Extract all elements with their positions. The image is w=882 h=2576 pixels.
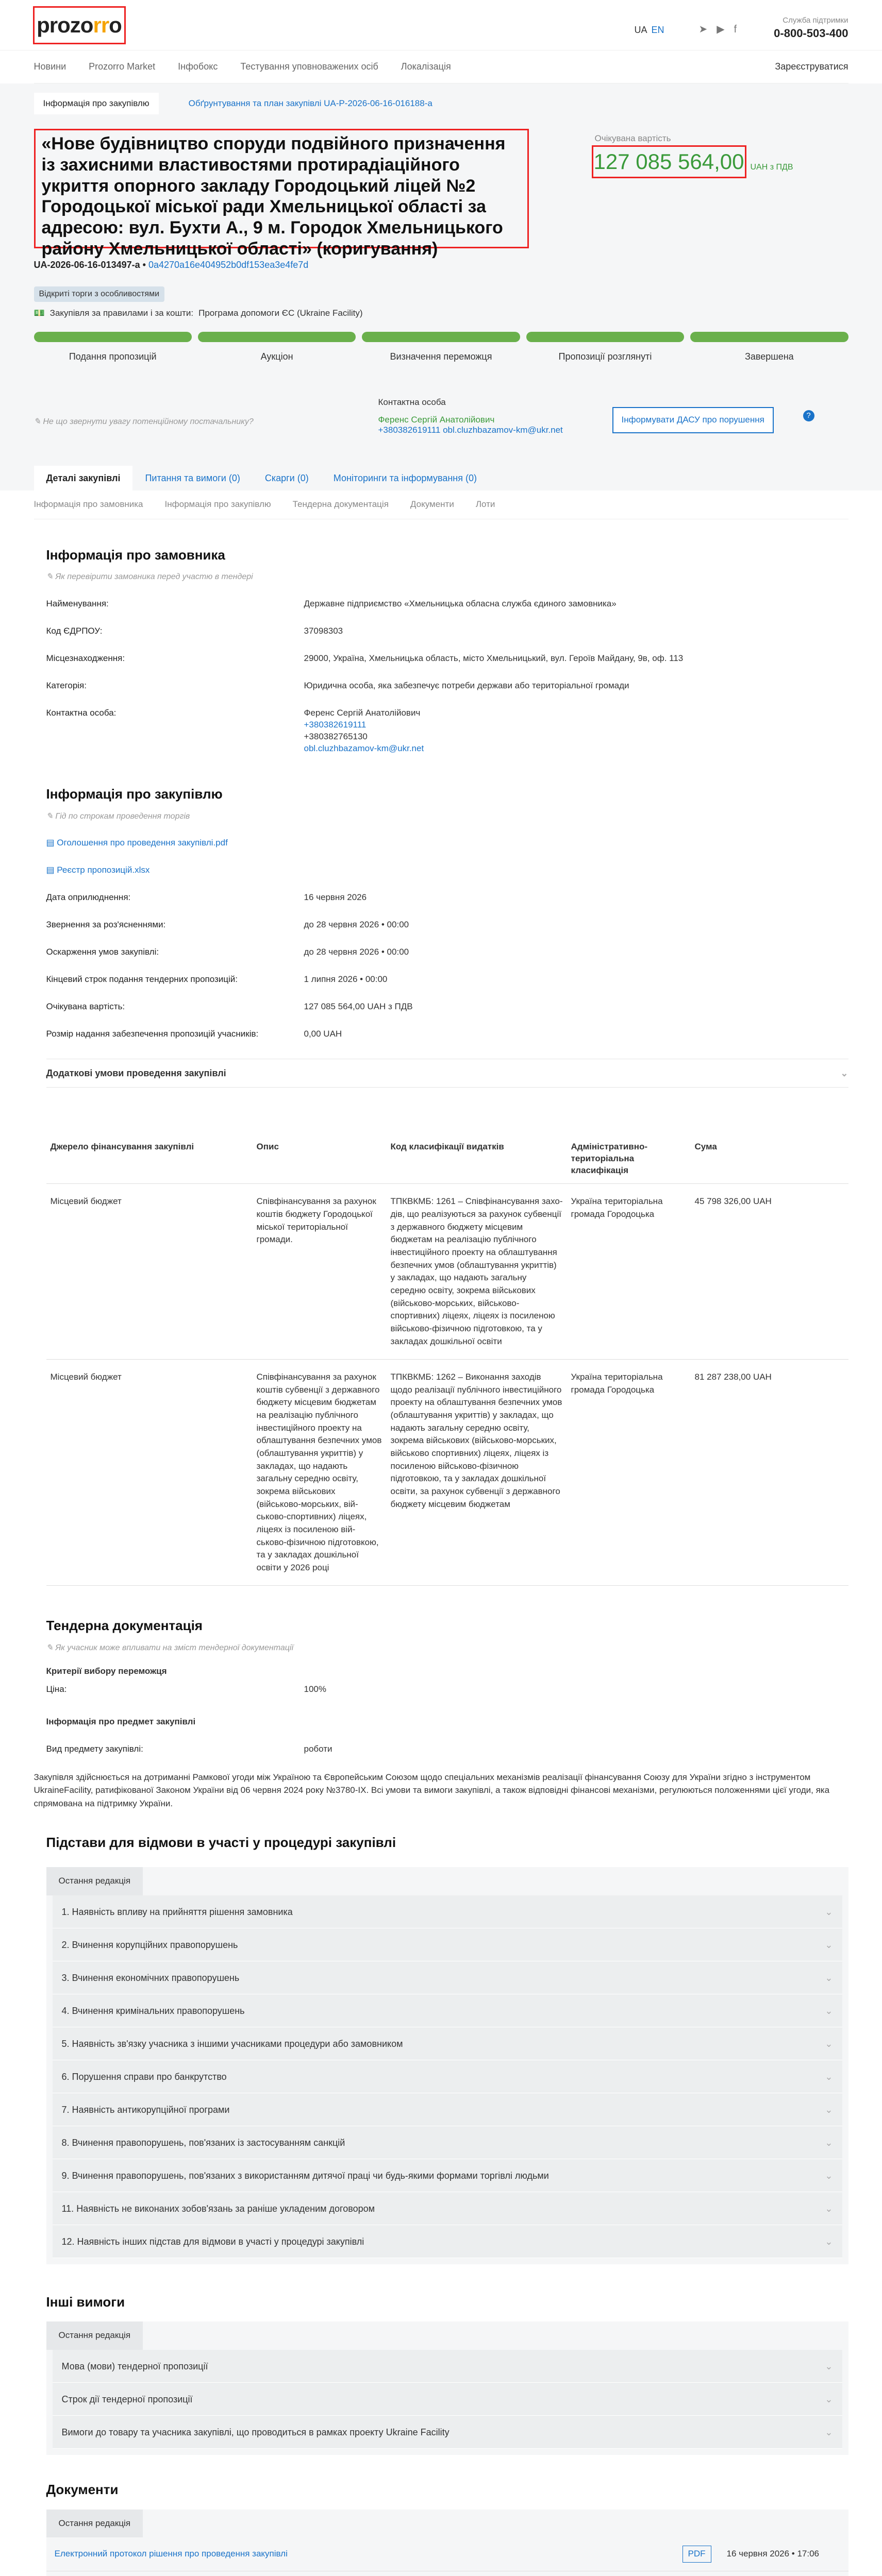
refusal-item-label: 1. Наявність впливу на прийняття рішення замовника: [61, 1906, 293, 1917]
refusal-item[interactable]: [53, 2192, 842, 2225]
announcement-doc-name: Оголошення про проведення закупівлі.pdf: [57, 838, 228, 848]
tender-doc-title: Тендерна документація: [46, 1618, 203, 1634]
support-label: Служба підтримки: [783, 16, 848, 25]
column-header: Джерело фінансування закупівлі: [46, 1134, 253, 1184]
logo-text-end: o: [109, 12, 122, 37]
customer-title: Інформація про замовника: [46, 547, 225, 563]
expected-price: 127 085 564,00: [592, 145, 746, 178]
procurement-row: [46, 946, 848, 958]
subtab-procurement[interactable]: Інформація про закупівлю: [164, 499, 271, 510]
refusal-item[interactable]: [53, 2093, 842, 2126]
tender-doc-section: [34, 1617, 848, 1755]
stage-label: Визначення переможця: [390, 351, 492, 362]
document-date: 16 червня 2026 • 17:06: [726, 2549, 820, 2559]
chevron-down-icon: ⌄: [825, 1906, 833, 1917]
extra-conditions-accordion[interactable]: [46, 1059, 848, 1088]
field-label: Найменування:: [46, 598, 109, 608]
requirement-item[interactable]: [53, 2350, 842, 2383]
stage-winner: [362, 332, 520, 363]
tender-doc-note[interactable]: ✎ Як учасник може впливати на зміст тендерної документації: [46, 1643, 294, 1652]
field-label: Оскарження умов закупівлі:: [46, 946, 159, 957]
funding-code: ТПКВКМБ: 1261 – Співфінансування заходів, що реалізуються за рахунок субвенції з державного бюджету місцевим бюджетам на реалізацію публічного інвестиційного проекту на облаштування безпечних умов (облаштування укриттів) у закладах, що надають загальну середню освіту, зокрема військових (військово-морських, військово-спортивних) ліцеях, ліцеях із посиленою військово-фізичною підготовкою, та у закладах дошкільної освіти: [387, 1184, 567, 1360]
documents-title: Документи: [46, 2482, 119, 2498]
refusal-item-label: 11. Наявність не виконаних зобов'язань за раніше укладеним договором: [61, 2203, 375, 2214]
table-row: [46, 1184, 848, 1360]
contact-name: Ференс Сергій Анатолійович: [378, 415, 495, 425]
funding-source: Місцевий бюджет: [46, 1360, 253, 1586]
subtab-tender-docs[interactable]: Тендерна документація: [292, 499, 389, 510]
field-label: Ціна:: [46, 1684, 67, 1694]
documents-section: [34, 2481, 848, 2576]
requirement-item[interactable]: [53, 2416, 842, 2449]
requirement-label: Вимоги до товару та учасника закупівлі, що проводиться в рамках проекту Ukraine Facility: [61, 2427, 450, 2437]
chevron-down-icon: ⌄: [825, 2038, 833, 2049]
field-label: Місцезнаходження:: [46, 653, 125, 663]
revision-tab[interactable]: Остання редакція: [46, 2321, 143, 2350]
nav-news[interactable]: Новини: [34, 61, 66, 72]
contact-person: Ференс Сергій Анатолійович: [304, 707, 421, 718]
prozorro-logo[interactable]: [33, 6, 126, 44]
nav-localization[interactable]: Локалізація: [401, 61, 451, 72]
field-label: Контактна особа:: [46, 707, 117, 718]
chevron-down-icon: ⌄: [825, 2071, 833, 2082]
tender-doc-note-text: Як учасник може впливати на зміст тендерної документації: [55, 1643, 294, 1652]
section-subtabs: [34, 490, 848, 519]
contact-panel: [34, 363, 848, 466]
stage-label: Аукціон: [260, 351, 293, 362]
funding-sum: 81 287 238,00 UAH: [691, 1360, 848, 1586]
procurement-row: [46, 892, 848, 904]
stage-auction: [198, 332, 356, 363]
procurement-row: [46, 1001, 848, 1013]
revision-tab[interactable]: Остання редакція: [46, 1867, 143, 1895]
refusal-group: [46, 1867, 848, 2264]
funding-header-row: [46, 1134, 848, 1184]
price-label: Очікувана вартість: [594, 133, 671, 143]
pdf-button[interactable]: PDF: [683, 2546, 711, 2563]
stage-label: Подання пропозицій: [69, 351, 157, 362]
chevron-down-icon: ⌄: [825, 2104, 833, 2115]
logo-accent: rr: [93, 12, 109, 37]
requirement-label: Мова (мови) тендерної пропозиції: [61, 2361, 208, 2371]
tender-hash-link[interactable]: 0a4270a16e404952b0df153ea3e4fe7d: [148, 260, 309, 270]
logo-text: prozo: [37, 12, 93, 37]
procurement-note[interactable]: ✎ Гід по строкам проведення торгів: [46, 811, 190, 821]
field-value: Державне підприємство «Хмельницька обласна служба єдиного замовника»: [304, 598, 617, 608]
chevron-down-icon: ⌄: [825, 2203, 833, 2214]
customer-section: [34, 546, 848, 754]
tender-ids: UA-2026-06-16-013497-a • 0a4270a16e404952b0df153ea3e4fe7d: [34, 260, 309, 270]
field-value: Юридична особа, яка забезпечує потреби держави або територіальної громади: [304, 680, 629, 690]
refusal-item-label: 3. Вчинення економічних правопорушень: [61, 1972, 240, 1983]
funding-section: [34, 1134, 848, 1586]
stage-bar: [362, 332, 520, 342]
funding-code: ТПКВКМБ: 1262 – Виконання заходів щодо реалізації публічного інвестиційного проекту на облаштування безпечних умов (облаштування укриттів) у закладах, що надають загальну середню освіту, зокрема військових (військово-морських, військово спортивних) ліцеях, ліцеях із посиленою військово-фізичною підготовкою, та у закладах дошкільної освіти, за рахунок субвенції з державного бюджету місцевим бюджетам: [387, 1360, 567, 1586]
fund-label: Закупівля за правилами і за кошти:: [49, 308, 194, 318]
field-label: Вид предмету закупівлі:: [46, 1743, 143, 1754]
refusal-item-label: 8. Вчинення правопорушень, пов'язаних із застосуванням санкцій: [61, 2137, 345, 2148]
refusal-item[interactable]: [53, 1994, 842, 2027]
contact-phone[interactable]: +380382619111 obl.cluzhbazamov-km@ukr.net: [378, 425, 563, 435]
table-row: [46, 1360, 848, 1586]
funding-admin: Україна територіальна громада Городоцька: [567, 1184, 691, 1360]
field-label: Очікувана вартість:: [46, 1001, 125, 1011]
procedure-badge: Відкриті торги з особливостями: [34, 286, 165, 302]
refusal-item[interactable]: [53, 2027, 842, 2060]
field-label: Розмір надання забезпечення пропозицій учасників:: [46, 1028, 259, 1039]
ukraine-facility-note: Закупівля здійснюється на дотриманні Рамкової угоди між Україною та Європейським Союзом щодо спеціальних механізмів реалізації фінансування Союзу для України згідно з інструментом UkraineFacility, ратифікованої Законом України від 06 червня 2024 року №3780-IX. Всі умови та вимоги закупівлі, а також відповідні фінансові механізми, регулюються положеннями цієї угоди, яка спрямована на підтримку України.: [34, 1772, 830, 1808]
funding-table: [46, 1134, 848, 1586]
field-value: роботи: [304, 1743, 332, 1754]
field-label: Категорія:: [46, 680, 87, 690]
field-label: Кінцевий строк подання тендерних пропозицій:: [46, 974, 238, 984]
nav-testing[interactable]: Тестування уповноважених осіб: [240, 61, 378, 72]
registry-doc-link[interactable]: [46, 865, 848, 876]
chevron-down-icon: ⌄: [825, 2394, 833, 2404]
money-icon: 💵: [34, 308, 45, 318]
register-link[interactable]: Зареєструватися: [775, 61, 848, 72]
tab-details[interactable]: Деталі закупівлі: [34, 466, 133, 490]
stage-bar: [690, 332, 848, 342]
field-value: до 28 червня 2026 • 00:00: [304, 919, 409, 929]
other-requirements-section: [34, 2293, 848, 2455]
field-value: 29000, Україна, Хмельницька область, місто Хмельницький, вул. Героїв Майдану, 9в, оф. 113: [304, 653, 684, 663]
field-value: 16 червня 2026: [304, 892, 367, 903]
procurement-row: [46, 1028, 848, 1040]
column-header: Код класифікації видатків: [387, 1134, 567, 1184]
facebook-icon[interactable]: f: [734, 24, 737, 35]
criteria-title: Критерії вибору переможця: [46, 1666, 167, 1676]
stage-label: Завершена: [744, 351, 794, 362]
criteria-row: [46, 1684, 848, 1696]
stage-complete: [690, 332, 848, 363]
breadcrumb-current[interactable]: Інформація про закупівлю: [34, 93, 159, 115]
refusal-item-label: 7. Наявність антикорупційної програми: [61, 2104, 230, 2115]
field-value: 127 085 564,00 UAH з ПДВ: [304, 1001, 413, 1011]
procurement-title: Інформація про закупівлю: [46, 786, 223, 802]
stage-label: Пропозиції розглянуті: [558, 351, 652, 362]
funding-sum: 45 798 326,00 UAH: [691, 1184, 848, 1360]
breadcrumb: [34, 83, 848, 124]
chevron-down-icon: ⌄: [825, 2361, 833, 2371]
documents-group: [46, 2510, 848, 2576]
nav-infobox[interactable]: Інфобокс: [178, 61, 218, 72]
subtab-documents[interactable]: Документи: [410, 499, 454, 510]
field-value: 1 липня 2026 • 00:00: [304, 974, 388, 984]
refusal-item[interactable]: [53, 1928, 842, 1961]
main-nav: [34, 50, 848, 83]
refusal-section: [34, 1834, 848, 2264]
refusal-item-label: 2. Вчинення корупційних правопорушень: [61, 1939, 238, 1950]
telegram-icon[interactable]: ➤: [698, 24, 708, 35]
refusal-item-label: 9. Вчинення правопорушень, пов'язаних з використанням дитячої праці чи будь-якими формами торгівлі людьми: [61, 2170, 549, 2181]
refusal-item-label: 5. Наявність зв'язку учасника з іншими учасниками процедури або замовником: [61, 2038, 403, 2049]
chevron-down-icon: ⌄: [825, 2005, 833, 2016]
price-unit: UAH з ПДВ: [750, 163, 793, 172]
column-header: Сума: [691, 1134, 848, 1184]
announcement-doc-link[interactable]: [46, 837, 848, 849]
extra-conditions-label: Додаткові умови проведення закупівлі: [46, 1067, 226, 1078]
subject-title: Інформація про предмет закупівлі: [46, 1716, 196, 1726]
funding-description: Співфінансування за рахунок коштів субвенції з державного бюджету місцевим бюджетам на реалізацію публічного інвестиційного проекту на облаштування безпечних умов (облаштування укриттів) у закладах, що надають загальну середню освіту, зокрема військових (військово-морських, військово-спортивних) ліцеях, ліцеях із посиленою військово-фізичною підготовкою, та у закладах дошкільної освіти у 2026 році: [253, 1360, 387, 1586]
chevron-down-icon: ⌄: [840, 1067, 848, 1078]
procurement-row: [46, 919, 848, 931]
chevron-down-icon: ⌄: [825, 2137, 833, 2148]
refusal-item[interactable]: [53, 2060, 842, 2093]
customer-contact-row: [46, 707, 848, 755]
refusal-title: Підстави для відмови в участі у процедурі закупівлі: [46, 1835, 396, 1851]
document-icon: ▤: [46, 865, 55, 875]
subtab-customer[interactable]: Інформація про замовника: [34, 499, 143, 510]
chevron-down-icon: ⌄: [825, 2236, 833, 2247]
language-switch: [635, 24, 664, 36]
lang-ua[interactable]: UA: [634, 25, 647, 35]
refusal-item[interactable]: [53, 2159, 842, 2192]
tender-header-section: [0, 83, 882, 490]
refusal-item-label: 4. Вчинення кримінальних правопорушень: [61, 2005, 245, 2016]
requirement-item[interactable]: [53, 2383, 842, 2416]
column-header: Адміністративно-територіальна класифікація: [567, 1134, 691, 1184]
revision-tab[interactable]: Остання редакція: [46, 2510, 143, 2538]
detail-tabs: [34, 466, 848, 490]
chevron-down-icon: ⌄: [825, 1972, 833, 1983]
chevron-down-icon: ⌄: [825, 1939, 833, 1950]
tender-id: UA-2026-06-16-013497-a: [34, 260, 140, 270]
tab-monitoring[interactable]: Моніторинги та інформування (0): [333, 473, 477, 483]
refusal-item-label: 12. Наявність інших підстав для відмови в участі у процедурі закупівлі: [61, 2236, 364, 2247]
social-links: [699, 23, 737, 37]
subtab-lots[interactable]: Лоти: [475, 499, 495, 510]
contact-phone-2: +380382765130: [304, 731, 368, 741]
support-block: [774, 15, 848, 41]
requirement-label: Строк дії тендерної пропозиції: [61, 2394, 193, 2404]
stages-progress: [34, 332, 848, 363]
funding-admin: Україна територіальна громада Городоцька: [567, 1360, 691, 1586]
field-value: 0,00 UAH: [304, 1028, 342, 1039]
field-label: Дата оприлюднення:: [46, 892, 131, 903]
tender-title: «Нове будівництво споруди подвійного призначення із захисними властивостями протирадіаційного укриття опорного закладу Городоцький ліцей №2 Городоцької міської ради Хмельницької області за адресою: вул. Бухти А., 9 м. Городок Хмельницького району Хмельницької області» (коригування): [34, 129, 529, 248]
subject-row: [46, 1743, 848, 1755]
attention-hint-text: Не що звернути увагу потенційному постачальнику?: [43, 417, 254, 427]
report-dasu-button[interactable]: Інформувати ДАСУ про порушення: [612, 407, 774, 433]
refusal-item[interactable]: [53, 1961, 842, 1994]
funding-source: Місцевий бюджет: [46, 1184, 253, 1360]
tab-questions[interactable]: Питання та вимоги (0): [145, 473, 240, 483]
youtube-icon[interactable]: ▶: [717, 24, 725, 35]
stage-bar: [198, 332, 356, 342]
registry-doc-name: Реєстр пропозицій.xlsx: [57, 865, 150, 875]
stage-bar: [526, 332, 684, 342]
field-value: 100%: [304, 1684, 326, 1694]
nav-market[interactable]: Prozorro Market: [89, 61, 156, 72]
breadcrumb-plan-link[interactable]: Обґрунтування та план закупівлі UA-P-2026-06-16-016188-a: [188, 98, 432, 108]
customer-row: [46, 653, 848, 665]
stage-reviewed: [526, 332, 684, 363]
fund-value: Програма допомоги ЄС (Ukraine Facility): [198, 308, 363, 318]
top-bar: [0, 0, 882, 50]
chevron-down-icon: ⌄: [825, 2170, 833, 2181]
document-row: [46, 2537, 848, 2571]
customer-note[interactable]: ✎ Як перевірити замовника перед участю в тендері: [46, 572, 253, 582]
field-label: Код ЄДРПОУ:: [46, 625, 103, 636]
refusal-item[interactable]: [53, 2225, 842, 2258]
procurement-section: [34, 785, 848, 1087]
column-header: Опис: [253, 1134, 387, 1184]
field-label: Звернення за роз'ясненнями:: [46, 919, 166, 929]
procurement-row: [46, 974, 848, 986]
tab-complaints[interactable]: Скарги (0): [264, 473, 309, 483]
refusal-item[interactable]: [53, 1895, 842, 1928]
refusal-item-label: 6. Порушення справи про банкрутство: [61, 2071, 227, 2082]
other-group: [46, 2321, 848, 2455]
contact-email[interactable]: obl.cluzhbazamov-km@ukr.net: [304, 743, 424, 753]
other-requirements-title: Інші вимоги: [46, 2294, 125, 2310]
document-icon: ▤: [46, 838, 55, 848]
customer-row: [46, 625, 848, 637]
customer-note-text: Як перевірити замовника перед участю в тендері: [55, 572, 253, 582]
help-icon[interactable]: ?: [803, 410, 814, 421]
lang-en[interactable]: EN: [651, 25, 664, 35]
stage-submission: [34, 332, 192, 363]
document-link[interactable]: Електронний протокол рішення про проведення закупівлі: [54, 2549, 288, 2559]
customer-row: [46, 598, 848, 610]
support-phone[interactable]: 0-800-503-400: [774, 27, 848, 40]
contact-phone-1[interactable]: +380382619111: [304, 719, 367, 730]
refusal-item[interactable]: [53, 2126, 842, 2159]
contact-label: Контактна особа: [378, 397, 446, 408]
field-value: до 28 червня 2026 • 00:00: [304, 946, 409, 957]
funding-description: Співфінансування за рахунок коштів бюджету Городоцької міської територіальної громади.: [253, 1184, 387, 1360]
customer-row: [46, 680, 848, 692]
funding-program: [34, 299, 848, 328]
attention-hint[interactable]: ✎ Не що звернути увагу потенційному постачальнику?: [34, 417, 254, 427]
procurement-note-text: Гід по строкам проведення торгів: [55, 811, 190, 821]
field-value: 37098303: [304, 625, 343, 636]
stage-bar: [34, 332, 192, 342]
chevron-down-icon: ⌄: [825, 2427, 833, 2437]
document-row: [46, 2571, 848, 2576]
